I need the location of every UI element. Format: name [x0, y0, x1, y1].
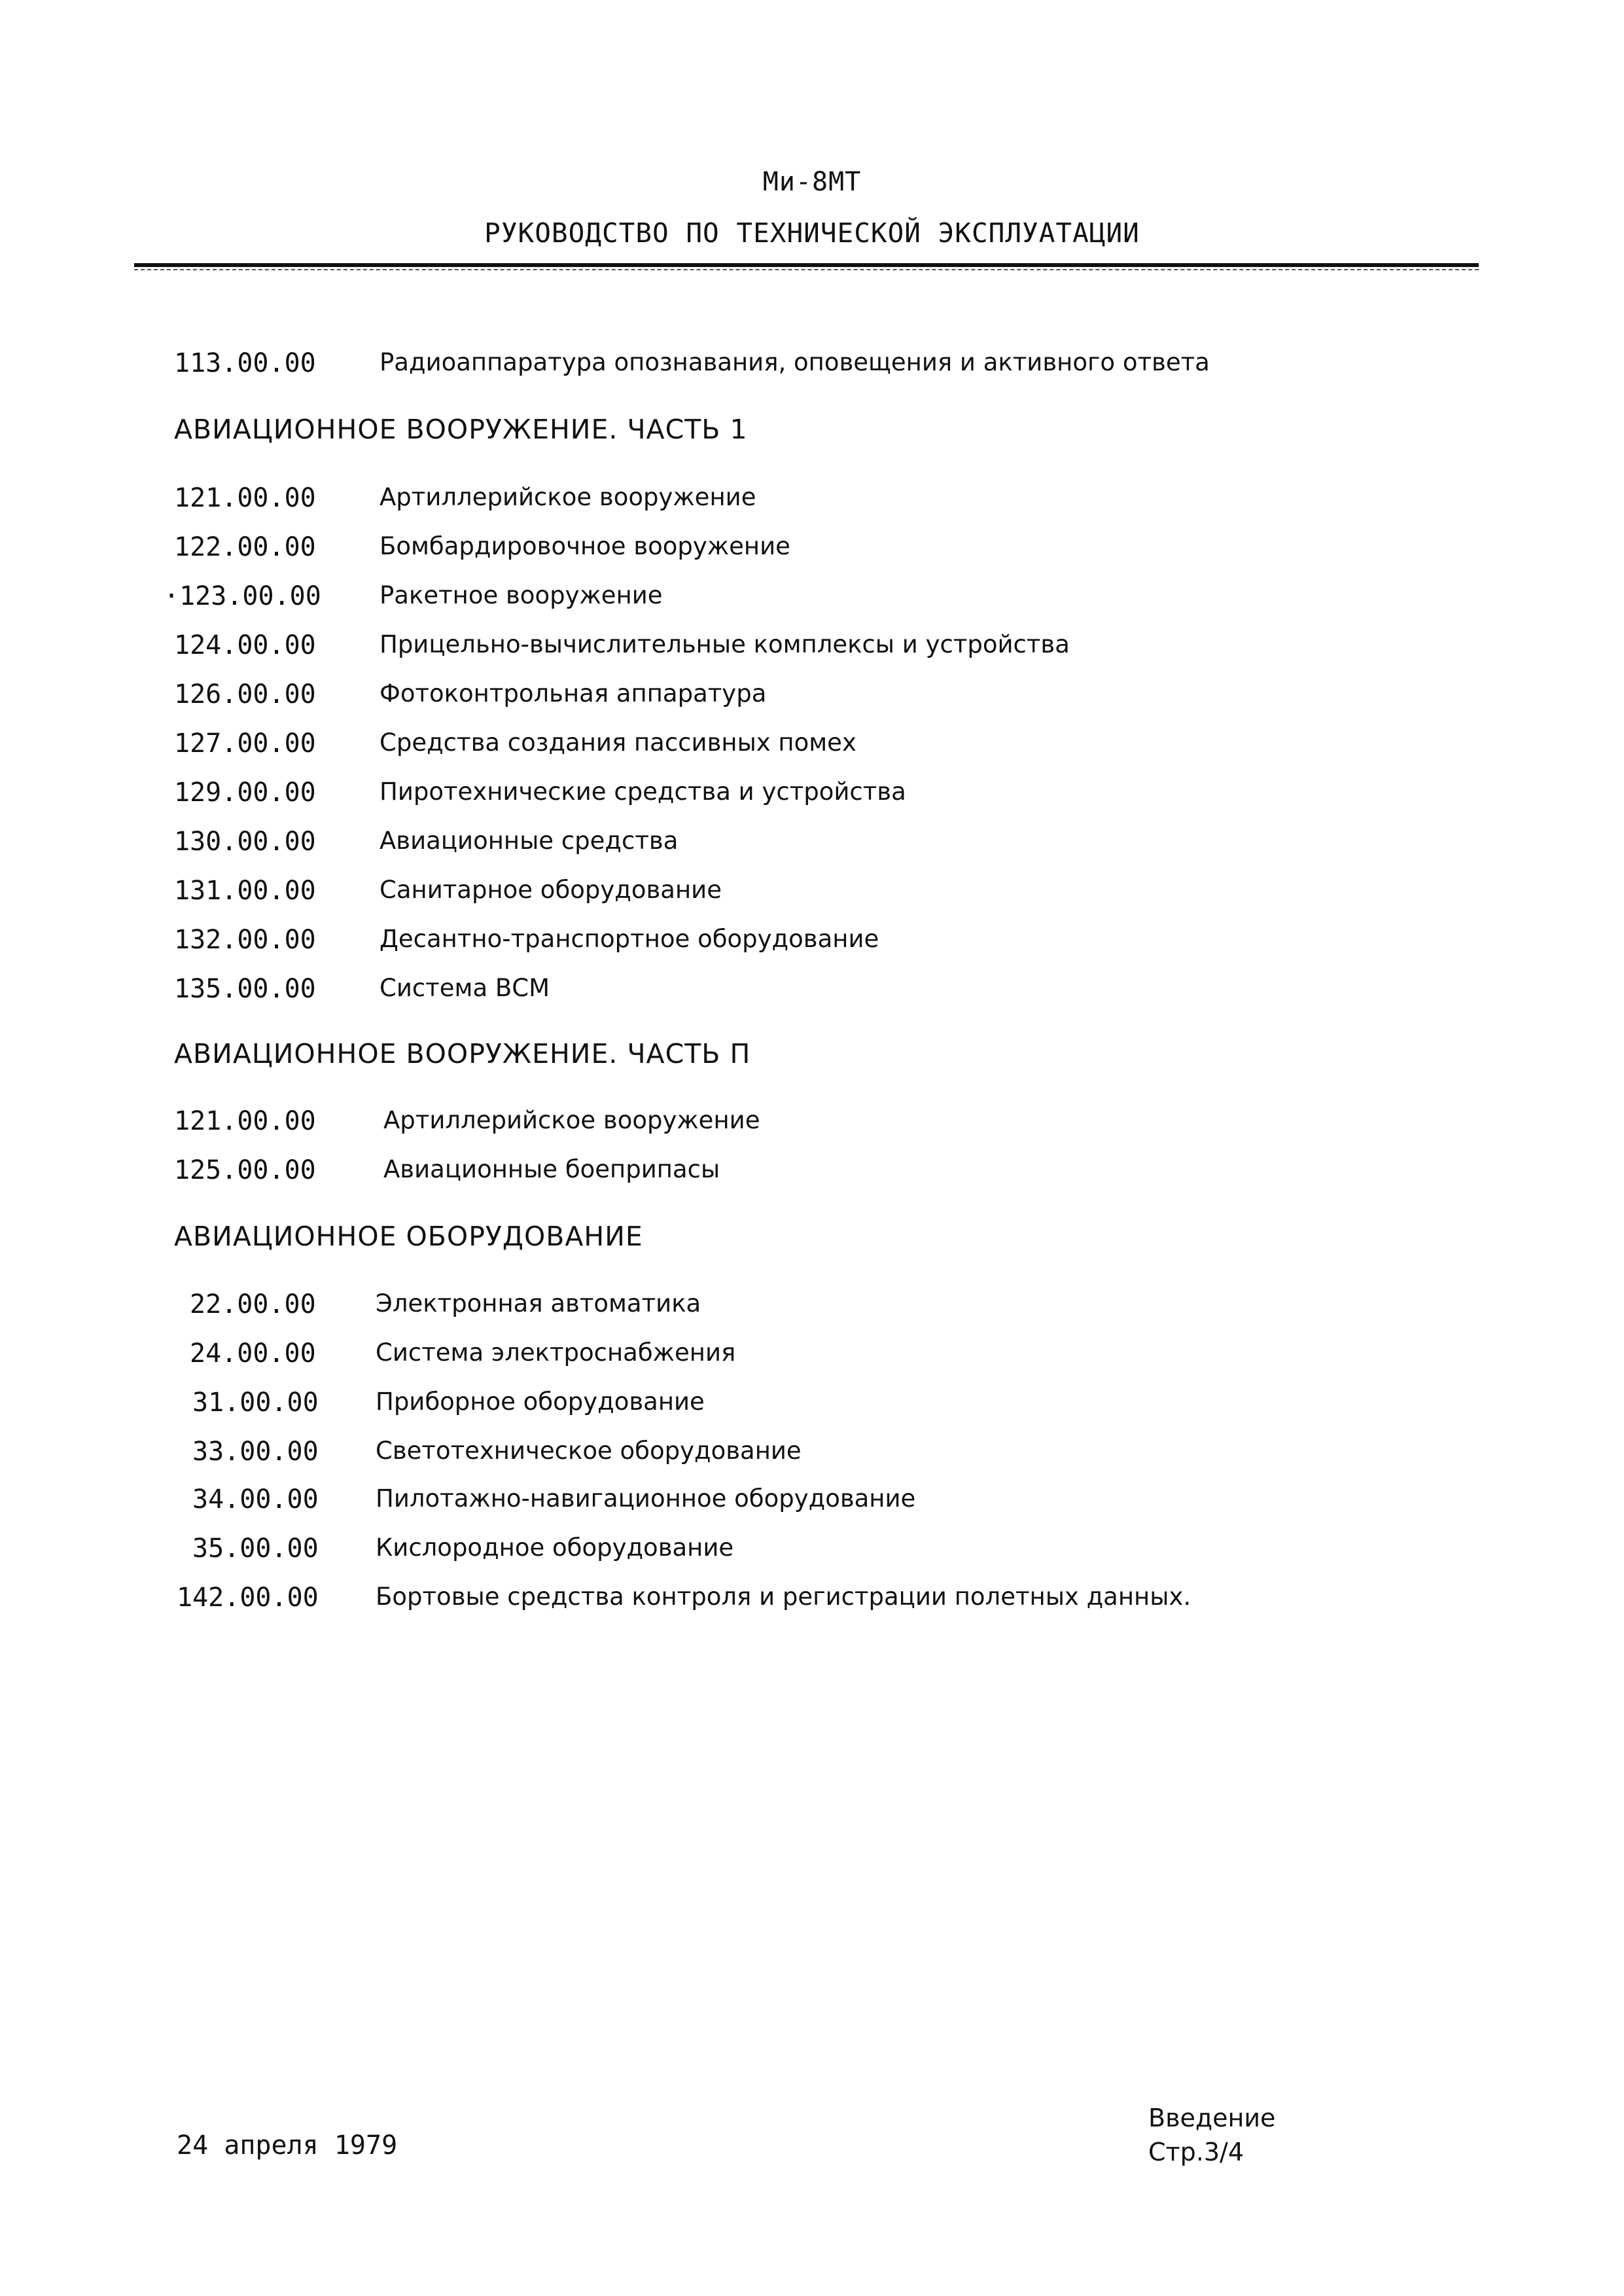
section-heading: АВИАЦИОННОЕ ОБОРУДОВАНИЕ [174, 1221, 643, 1252]
chapter-title: Система ВСМ [380, 974, 550, 1002]
chapter-code: 24.00.00 [190, 1338, 316, 1369]
chapter-code: 131.00.00 [174, 876, 316, 906]
aircraft-model: Ми-8МТ [762, 167, 862, 197]
chapter-code: 113.00.00 [174, 348, 316, 378]
header-rule-dashed [134, 269, 1479, 270]
chapter-title: Санитарное оборудование [380, 876, 722, 904]
chapter-title: Светотехническое оборудование [376, 1437, 802, 1465]
chapter-title: Прицельно-вычислительные комплексы и устройства [380, 630, 1070, 658]
chapter-code: 122.00.00 [174, 532, 316, 562]
chapter-title: Десантно-транспортное оборудование [380, 925, 879, 953]
chapter-title: Пиротехнические средства и устройства [380, 778, 906, 806]
chapter-title: Радиоаппаратура опознавания, оповещения и активного ответа [380, 348, 1210, 376]
chapter-code: 125.00.00 [174, 1155, 316, 1185]
chapter-code: 22.00.00 [190, 1289, 316, 1319]
chapter-title: Фотоконтрольная аппаратура [380, 679, 767, 708]
page-number: Стр.3/4 [1148, 2138, 1244, 2166]
chapter-title: Приборное оборудование [376, 1388, 705, 1416]
chapter-title: Бортовые средства контроля и регистрации полетных данных. [376, 1583, 1192, 1611]
chapter-title: Кислородное оборудование [376, 1534, 734, 1562]
chapter-title: Электронная автоматика [376, 1289, 701, 1318]
chapter-title: Ракетное вооружение [380, 581, 663, 609]
chapter-title: Артиллерийское вооружение [383, 1106, 760, 1134]
chapter-code: 124.00.00 [174, 630, 316, 660]
chapter-code: 126.00.00 [174, 679, 316, 709]
chapter-code: 34.00.00 [192, 1484, 319, 1515]
chapter-code: ·123.00.00 [164, 581, 321, 611]
section-heading: АВИАЦИОННОЕ ВООРУЖЕНИЕ. ЧАСТЬ П [174, 1038, 751, 1069]
manual-title: РУКОВОДСТВО ПО ТЕХНИЧЕСКОЙ ЭКСПЛУАТАЦИИ [484, 217, 1140, 249]
chapter-code: 31.00.00 [192, 1388, 319, 1418]
header-rule [134, 263, 1479, 267]
chapter-code: 35.00.00 [192, 1534, 319, 1564]
footer-section: Введение [1148, 2104, 1276, 2132]
chapter-code: 33.00.00 [192, 1437, 319, 1467]
section-heading: АВИАЦИОННОЕ ВООРУЖЕНИЕ. ЧАСТЬ 1 [174, 414, 748, 445]
chapter-title: Бомбардировочное вооружение [380, 532, 790, 560]
chapter-code: 127.00.00 [174, 728, 316, 759]
chapter-title: Система электроснабжения [376, 1338, 736, 1367]
chapter-code: 132.00.00 [174, 925, 316, 955]
chapter-code: 121.00.00 [174, 1106, 316, 1136]
revision-date: 24 апреля 1979 [177, 2130, 398, 2161]
chapter-title: Авиационные средства [380, 827, 679, 855]
chapter-code: 135.00.00 [174, 974, 316, 1004]
chapter-title: Артиллерийское вооружение [380, 483, 756, 511]
page-footer [1148, 2101, 1275, 2169]
chapter-title: Средства создания пассивных помех [380, 728, 856, 757]
chapter-title: Авиационные боеприпасы [383, 1155, 720, 1183]
chapter-title: Пилотажно-навигационное оборудование [376, 1484, 916, 1513]
chapter-code: 142.00.00 [177, 1583, 319, 1613]
chapter-code: 121.00.00 [174, 483, 316, 513]
chapter-code: 130.00.00 [174, 827, 316, 857]
chapter-code: 129.00.00 [174, 778, 316, 808]
